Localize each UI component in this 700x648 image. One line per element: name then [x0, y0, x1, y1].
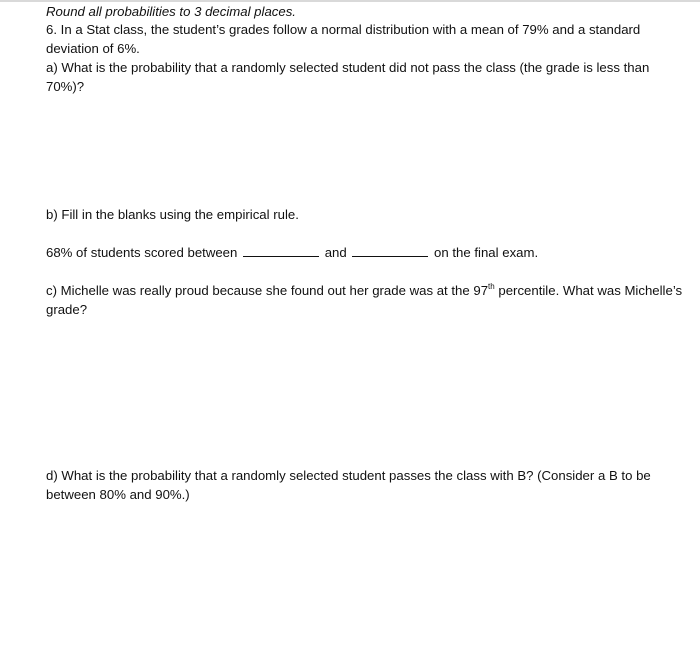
sentence-end: on the final exam.	[434, 245, 539, 260]
question-6-part-c	[46, 281, 686, 319]
question-6-part-b-prompt: b) Fill in the blanks using the empirical rule.	[46, 207, 299, 222]
rounding-instruction: Round all probabilities to 3 decimal places.	[46, 4, 296, 19]
sentence-start: 68% of students scored between	[46, 245, 238, 260]
part-c-text-before: c) Michelle was really proud because she found out her grade was at the 97	[46, 283, 489, 298]
sentence-conjunction: and	[324, 245, 347, 260]
question-6-part-a: a) What is the probability that a randomly selected student did not pass the class (the grade is less than 70%)?	[46, 60, 650, 94]
question-6-stem: 6. In a Stat class, the student’s grades follow a normal distribution with a mean of 79% and a standard deviation of 6%.	[46, 22, 641, 56]
blank-upper-bound[interactable]	[352, 244, 428, 257]
part-c-text-after: percentile. What was Michelle’s grade?	[46, 283, 683, 317]
question-6-part-d: d) What is the probability that a randomly selected student passes the class with B? (Consider a B to be between 80% and 90%.)	[46, 468, 651, 502]
blank-lower-bound[interactable]	[243, 244, 319, 257]
ordinal-superscript: th	[488, 282, 495, 291]
empirical-rule-sentence	[46, 243, 686, 262]
